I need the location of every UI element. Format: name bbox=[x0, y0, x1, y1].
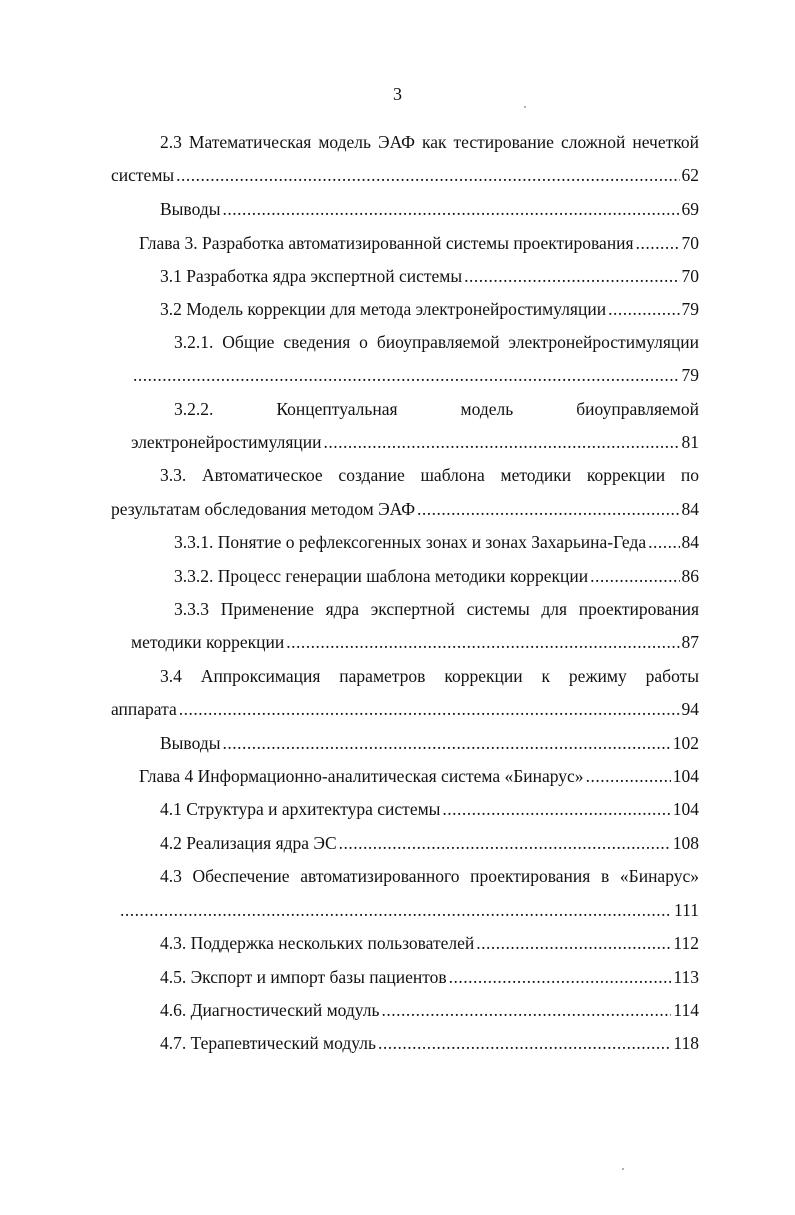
toc-entry-text: 4.7. Терапевтический модуль bbox=[160, 1033, 376, 1053]
toc-entry-3-2-2-line2 bbox=[131, 430, 699, 454]
toc-leader-dots bbox=[476, 931, 671, 955]
toc-entry-3-1 bbox=[160, 264, 699, 288]
toc-leader-dots bbox=[586, 764, 671, 788]
toc-page-number: 113 bbox=[673, 967, 699, 987]
toc-entry-4-1 bbox=[160, 797, 699, 821]
toc-leader-dots bbox=[382, 998, 672, 1022]
toc-entry-2-3-line2 bbox=[111, 163, 699, 187]
toc-entry-text: Глава 4 Информационно-аналитическая система «Бинарус» bbox=[139, 766, 584, 786]
toc-page-number: 94 bbox=[681, 699, 699, 719]
toc-leader-dots bbox=[464, 264, 679, 288]
toc-page-number: 114 bbox=[673, 1000, 699, 1020]
toc-entry-text: 3.3.2. Процесс генерации шаблона методики коррекции bbox=[174, 566, 589, 586]
toc-page-number: 108 bbox=[672, 833, 699, 853]
toc-entry-text: 3.2 Модель коррекции для метода электронейростимуляции bbox=[160, 299, 607, 319]
toc-entry-3-2-2-line1: 3.2.2. Концептуальная модель биоуправляемой bbox=[174, 399, 699, 419]
toc-leader-dots bbox=[176, 163, 679, 187]
toc-entry-text: 4.6. Диагностический модуль bbox=[160, 1000, 380, 1020]
toc-page-number: 79 bbox=[681, 299, 699, 319]
toc-leader-dots bbox=[222, 197, 679, 221]
toc-entry-3-2 bbox=[160, 297, 699, 321]
toc-leader-dots bbox=[608, 297, 679, 321]
toc-leader-dots bbox=[442, 797, 670, 821]
toc-leader-dots bbox=[636, 231, 680, 255]
toc-page-number: 84 bbox=[681, 532, 699, 552]
toc-page-number: 86 bbox=[681, 566, 699, 586]
toc-page-number: 87 bbox=[681, 632, 699, 652]
toc-entry-text: системы bbox=[111, 165, 175, 185]
toc-entry-3-3-line2 bbox=[111, 497, 699, 521]
toc-entry-text: Выводы bbox=[160, 199, 221, 219]
toc-entry-2-3-line1: 2.3 Математическая модель ЭАФ как тестирование сложной нечеткой bbox=[160, 132, 699, 152]
toc-page-number: 79 bbox=[681, 365, 699, 385]
toc-entry-text: 4.1 Структура и архитектура системы bbox=[160, 799, 441, 819]
toc-entry-3-3-3-line2 bbox=[131, 630, 699, 654]
toc-page-number: 104 bbox=[672, 766, 699, 786]
toc-page-number: 104 bbox=[672, 799, 699, 819]
toc-leader-dots bbox=[449, 965, 672, 989]
toc-entry-text: 3.3.1. Понятие о рефлексогенных зонах и зонах Захарьина-Геда bbox=[174, 532, 647, 552]
toc-entry-4-3-users bbox=[160, 931, 699, 955]
toc-entry-3-3-1 bbox=[174, 530, 699, 554]
toc-entry-conclusions-ch3 bbox=[160, 731, 699, 755]
toc-leader-dots bbox=[590, 564, 679, 588]
page-number: 3 bbox=[393, 84, 402, 104]
toc-entry-text: 4.2 Реализация ядра ЭС bbox=[160, 833, 337, 853]
toc-entry-text: 4.5. Экспорт и импорт базы пациентов bbox=[160, 967, 447, 987]
toc-entry-3-4-line1: 3.4 Аппроксимация параметров коррекции к режиму работы bbox=[160, 666, 699, 686]
toc-page-number: 62 bbox=[681, 165, 699, 185]
toc-leader-dots bbox=[286, 630, 679, 654]
toc-entry-text: методики коррекции bbox=[131, 632, 285, 652]
toc-leader-dots bbox=[323, 430, 679, 454]
toc-entry-text: результатам обследования методом ЭАФ bbox=[111, 499, 416, 519]
toc-entry-text: электронейростимуляции bbox=[131, 432, 322, 452]
toc-entry-text: 3.1 Разработка ядра экспертной системы bbox=[160, 266, 463, 286]
toc-entry-4-6 bbox=[160, 998, 699, 1022]
toc-entry-text: Выводы bbox=[160, 733, 221, 753]
toc-page-number: 70 bbox=[681, 233, 699, 253]
toc-leader-dots bbox=[648, 530, 679, 554]
scan-speck bbox=[524, 106, 526, 108]
toc-entry-3-2-1-line1: 3.2.1. Общие сведения о биоуправляемой электронейростимуляции bbox=[174, 332, 699, 352]
toc-page-number: 84 bbox=[681, 499, 699, 519]
toc-entry-4-2 bbox=[160, 831, 699, 855]
toc-leader-dots bbox=[339, 831, 671, 855]
toc-entry-text: Глава 3. Разработка автоматизированной системы проектирования bbox=[139, 233, 634, 253]
toc-page-number: 102 bbox=[672, 733, 699, 753]
toc-entry-chapter-4 bbox=[139, 764, 699, 788]
toc-page-number: 112 bbox=[673, 933, 699, 953]
toc-page-number: 111 bbox=[674, 900, 699, 920]
toc-entry-3-3-3-line1: 3.3.3 Применение ядра экспертной системы для проектирования bbox=[174, 599, 699, 619]
toc-entry-4-7 bbox=[160, 1031, 699, 1055]
toc-leader-dots bbox=[222, 731, 670, 755]
toc-page-number: 70 bbox=[681, 266, 699, 286]
toc-entry-3-3-line1: 3.3. Автоматическое создание шаблона методики коррекции по bbox=[160, 465, 699, 485]
toc-entry-3-2-1-line2 bbox=[131, 363, 699, 387]
toc-entry-4-5 bbox=[160, 965, 699, 989]
toc-entry-3-3-2 bbox=[174, 564, 699, 588]
scan-speck bbox=[622, 1168, 624, 1170]
toc-page-number: 69 bbox=[681, 199, 699, 219]
toc-leader-dots bbox=[179, 697, 680, 721]
toc-entry-text: аппарата bbox=[111, 699, 177, 719]
toc-leader-dots bbox=[378, 1031, 671, 1055]
toc-page-number: 118 bbox=[673, 1033, 699, 1053]
toc-entry-4-3-line1: 4.3 Обеспечение автоматизированного проектирования в «Бинарус» bbox=[160, 866, 699, 886]
toc-entry-3-4-line2 bbox=[111, 697, 699, 721]
toc-entry-text: 4.3. Поддержка нескольких пользователей bbox=[160, 933, 475, 953]
toc-leader-dots bbox=[417, 497, 679, 521]
toc-entry-chapter-3 bbox=[139, 231, 699, 255]
toc-page-number: 81 bbox=[681, 432, 699, 452]
toc-leader-dots bbox=[133, 363, 680, 387]
toc-entry-4-3-line2 bbox=[118, 898, 699, 922]
toc-leader-dots bbox=[120, 898, 672, 922]
toc-entry-conclusions-ch2 bbox=[160, 197, 699, 221]
